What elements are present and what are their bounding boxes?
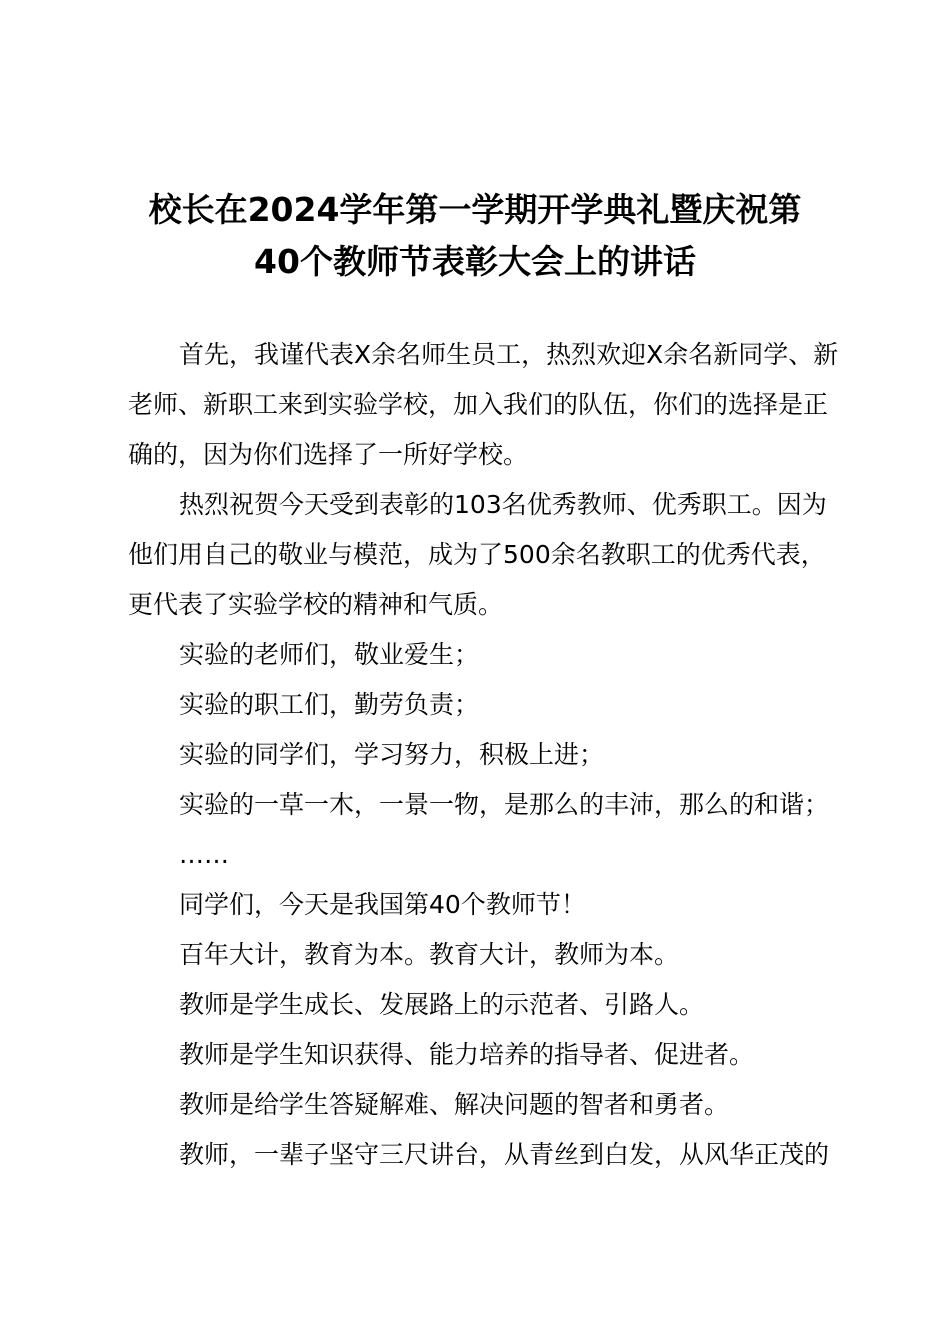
paragraph-line: 百年大计，教育为本。教育大计，教师为本。 (179, 940, 680, 969)
title-line: 40个教师节表彰大会上的讲话 (254, 242, 696, 281)
paragraph-line: 实验的同学们，学习努力，积极上进； (179, 740, 605, 769)
document-body (128, 330, 858, 1180)
paragraph-line: 他们用自己的敬业与模范，成为了500余名教职工的优秀代表， (128, 540, 826, 569)
paragraph-line: 同学们，今天是我国第40个教师节！ (179, 890, 586, 919)
paragraph-line: 老师、新职工来到实验学校，加入我们的队伍，你们的选择是正 (128, 390, 829, 419)
paragraph-line: 教师，一辈子坚守三尺讲台，从青丝到白发，从风华正茂的 (179, 1140, 830, 1169)
paragraph-line: 教师是学生知识获得、能力培养的指导者、促进者。 (179, 1040, 755, 1069)
paragraph-line: 实验的老师们，敬业爱生； (179, 640, 480, 669)
paragraph-line: 首先，我谨代表X余名师生员工，热烈欢迎X余名新同学、新 (179, 340, 839, 369)
title-line: 校长在2024学年第一学期开学典礼暨庆祝第 (148, 190, 802, 229)
paragraph-line: 更代表了实验学校的精神和气质。 (128, 590, 504, 619)
paragraph-line: 实验的职工们，勤劳负责； (179, 690, 480, 719)
paragraph-line: 实验的一草一木，一景一物，是那么的丰沛，那么的和谐； (179, 790, 830, 819)
document-title (100, 184, 850, 288)
paragraph-line: 教师是学生成长、发展路上的示范者、引路人。 (179, 990, 705, 1019)
paragraph-line: 热烈祝贺今天受到表彰的103名优秀教师、优秀职工。因为 (179, 490, 827, 519)
paragraph-line: 教师是给学生答疑解难、解决问题的智者和勇者。 (179, 1090, 730, 1119)
paragraph-line: 确的，因为你们选择了一所好学校。 (128, 440, 529, 469)
paragraph-line: …… (179, 840, 229, 869)
